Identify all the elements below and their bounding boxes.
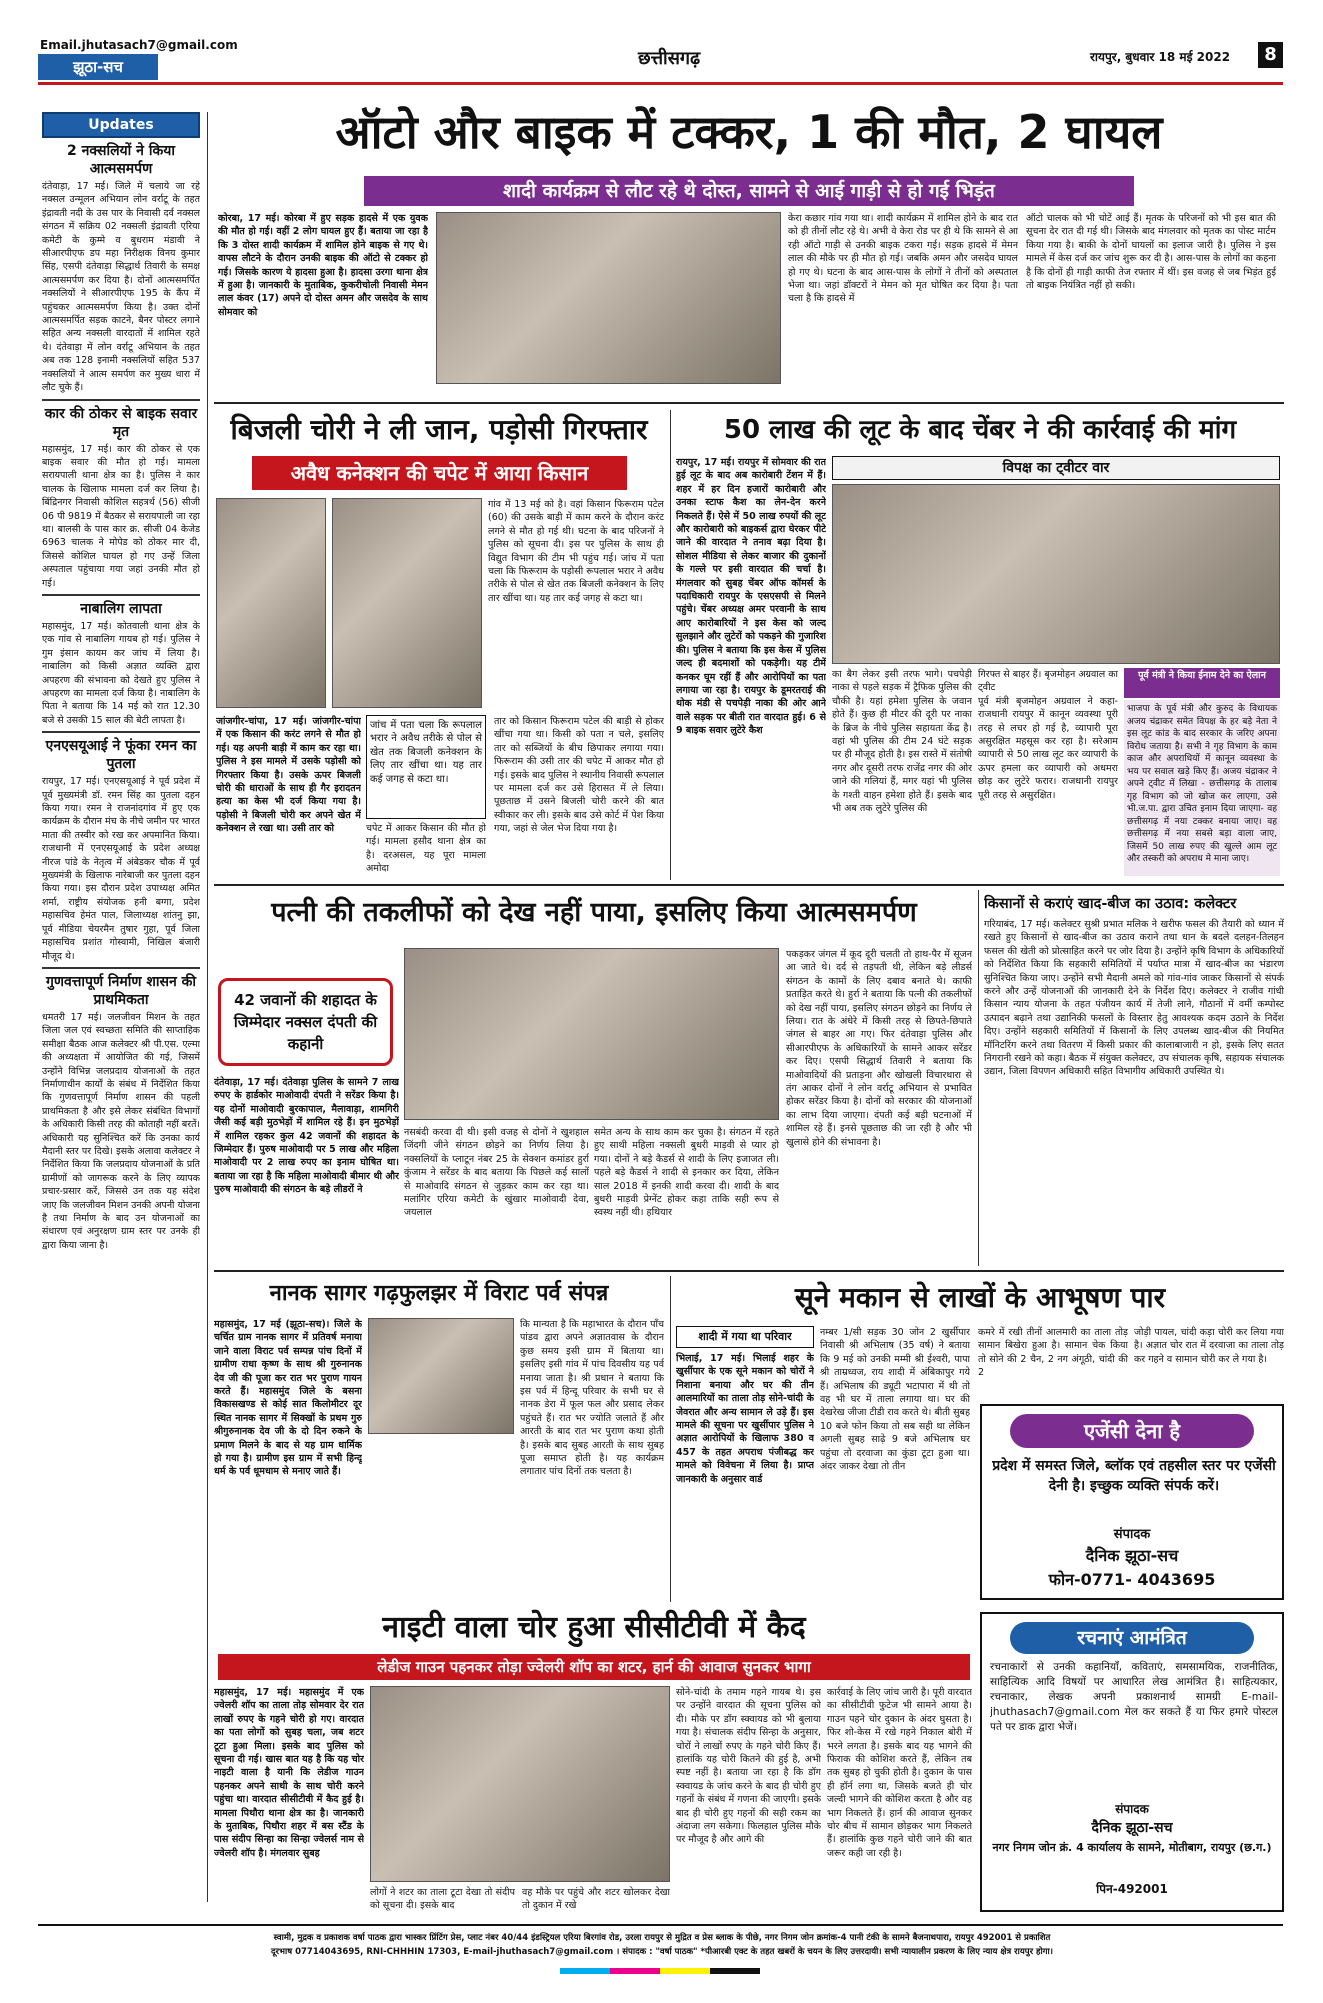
sidebar-divider	[42, 594, 200, 596]
surrender-photo	[404, 948, 779, 1120]
sune-col-1	[676, 1352, 814, 1598]
kisan-story	[984, 890, 1284, 1266]
temple-photo	[368, 1318, 514, 1434]
column-rule	[670, 410, 671, 880]
caption-tag-text: पूर्व मंत्री ने किया ईनाम देने का ऐलान	[1138, 670, 1266, 681]
lead-subhead: शादी कार्यक्रम से लौट रहे थे दोस्त, सामने से आई गाड़ी से हो गई भिड़ंत	[503, 180, 995, 202]
nighty-headline: नाइटी वाला चोर हुआ सीसीटीवी में कैद	[382, 1610, 806, 1645]
rachna-label: संपादक	[1115, 1802, 1149, 1816]
updates-sidebar	[42, 112, 200, 1902]
sune-subhead-box	[676, 1326, 814, 1348]
sidebar-rule	[207, 112, 208, 1902]
agency-paper: दैनिक झूठा-सच	[1085, 1546, 1179, 1565]
sidebar-item-body: महासमुंद, 17 मई। कोतवाली थाना क्षेत्र के एक गांव से नाबालिग गायब हो गई। पुलिस ने गुम इंसान कायम कर जांच में लिया है। नाबालिग को किसी अज्ञात व्यक्ति द्वारा अपहरण की संभावना को देखते हुए पुलिस ने अपहरण का मामला दर्ज किया है। नाबालिग के पिता ने बताया कि 14 मई को रात 12.30 बजे से उसकी 15 साल की बेटी लापता है।	[42, 620, 200, 726]
dateline: रायपुर, बुधवार 18 मई 2022	[1090, 50, 1231, 64]
nighty-subhead-band	[218, 1654, 970, 1680]
sidebar-divider	[42, 967, 200, 969]
loot-subhead-box	[832, 456, 1280, 480]
nanak-story	[214, 1276, 664, 1602]
sidebar-item-body: महासमुंद, 17 मई। कार की ठोकर से एक बाइक सवार की मौत हो गई। मामला सरायपाली थाना क्षेत्र का है। पुलिस ने कार चालक के खिलाफ मामला दर्ज कर लिया है। बिंद्रिनगर निवासी कोशिल सहत्रर्थ (56) सीजी 06 पी 9819 में बैठकर से सरायपाली जा रहा था। बालसी के पास कार क्र. सीजी 04 केजेड 6963 चालक ने मोपेड को ठोकर मार दी, जिससे कोशिल घायल हो गए उन्हें जिला अस्पताल पहुंचाया गया जहां उनकी मौत हो गई।	[42, 443, 200, 589]
patni-col-3: समेत अन्य के साथ काम कर चुका है। संगठन में रहते हुए साथी महिला नक्सली बुधरी माड़वी से प्यार हो गया। दोनों ने बड़े कैडर्स से शादी के लिए इजाजत ली। पहले बड़े कैडर्स ने शादी से इनकार कर दिया, लेकिन साल 2018 में इनकी शादी करवा दी। शादी के बाद बुधरी माड़वी प्रेग्नेंट होकर कहा ताकि सही रूप से स्वस्थ नहीं थी। हथियार	[594, 1127, 779, 1219]
bijli-headline: बिजली चोरी ने ली जान, पड़ोसी गिरफ्तार	[230, 413, 648, 446]
nighty-lead: महासमुंद, 17 मई। महासमुंद में एक ज्वेलरी शॉप का ताला तोड़ सोमवार देर रात लाखों रुपए के गहने चोरी हो गए। वारदात का पता लोगों को सुबह चला, जब शटर टूटा हुआ मिला। इसके बाद पुलिस को सूचना दी गई। खास बात यह है कि यह चोर नाइटी वाला है यानी कि लेडीज गाउन पहनकर अपने साथी के साथ चोरी करने पहुंचा था। वारदात सीसीटीवी में कैद हुई है। मामला पिथौरा थाना क्षेत्र का है। जानकारी के मुताबिक, पिथौरा शहर में बस स्टैंड के पास संदीप सिन्हा का सिन्हा ज्वेलर्स नाम से ज्वेलरी शॉप है। मंगलवार सुबह	[214, 1687, 364, 1859]
nanak-lead: महासमुंद, 17 मई (झूठा-सच)। जिले के चर्चित ग्राम नानक सागर में प्रतिवर्ष मनाया जाने वाला विराट पर्व सम्पन्न पांच दिनों में ग्रामीण राधा कृष्ण के साथ श्री गुरुनानक देव जी की पूजा कर रात भर पुराण गायन करते हैं। महासमुंद जिले के बसना विकासखण्ड से कोई सात किलोमीटर दूर स्थित नानक सागर में सिक्खों के प्रथम गुरु श्रीगुरुनानक देव जी के दो दिन रुकने के प्रमाण मिलने के बाद से यह ग्राम धार्मिक हो गया है। ग्रामीण इस ग्राम में सभी हिन्दू धर्म के पर्व धूमधाम से मनाए जाते हैं।	[214, 1319, 362, 1478]
header-rule	[38, 82, 1283, 85]
sidebar-item-title: नाबालिग लापता	[80, 600, 162, 617]
bijli-subhead: अवैध कनेक्शन की चपेट में आया किसान	[290, 461, 589, 485]
lead-col-2: केरा कछार गांव गया था। शादी कार्यक्रम में शामिल होने के बाद रात को ही तीनों लौट रहे थे। अभी वे केरा रोड पर ही थे कि सामने से आ रही ऑटो गाड़ी से उनकी बाइक टकरा गई। सड़क हादसे में मेमन लाल की मौके पर ही मौत हो गई। जबकि अमन और जसदेव घायल हो गए थे। घटना के बाद आस-पास के लोगों ने तीनों को अस्पताल भेजा था। जहां डॉक्टरों ने मेमन को मृत घोषित कर दिया है। पता चला है कि हादसे में	[788, 213, 1018, 305]
rachna-address: नगर निगम जोन क्रं. 4 कार्यालय के सामने, मोतीबाग, रायपुर (छ.ग.)	[992, 1841, 1272, 1854]
rachna-ad	[980, 1612, 1284, 1912]
sidebar-item-body: धमतरी 17 मई। जलजीवन मिशन के तहत जिला जल एवं स्वच्छता समिति की साप्ताहिक समीक्षा बैठक आज कलेक्टर श्री पी.एस. एल्मा की अध्यक्षता में आयोजित की गई, जिसमें उन्होंने विभिन्न जलप्रदाय योजनाओं के तहत निर्माणाधीन कार्यों के संबंध में निर्देशित किया कि गुणवत्तापूर्ण निर्माण शासन की पहली प्राथमिकता है और इसे लेकर संबंधित विभागों के अधिकारी किसी तरह की कोताही नहीं बरतें। अधिकारी यह सुनिश्चित करें कि उनका कार्य मैदानी स्तर पर दिखे। इसके अलावा कलेक्टर ने निर्देशित किया कि जलप्रदाय योजनाओं के प्रति ग्रामीणों को जागरूक करने के लिए व्यापक प्रचार-प्रसार करें, जिससे उन तक यह संदेश जाए कि जलजीवन मिशन उनकी अपनी योजना है तथा निर्माण के बाद उन योजनाओं का संधारण एवं अनुरक्षण ग्राम स्तर पर उनके ही द्वारा किया जाना है।	[42, 1011, 200, 1251]
bijli-body-bottom-left	[216, 715, 361, 875]
agency-phone: फोन-0771- 4043695	[1048, 1570, 1216, 1589]
nighty-col-2: लोगों ने शटर का ताला टूटा देखा तो संदीप को सूचना दी। इसके बाद	[370, 1887, 515, 1912]
sune-lead: भिलाई, 17 मई। भिलाई शहर के खुर्सीपार के एक सूने मकान को चोरों ने निशाना बनाया और घर की तीन आलमारियों का ताला तोड़ सोने-चांदी के जेवरात और अन्य सामान ले उड़े हैं। इस मामले की सूचना पर खुर्सीपार पुलिस ने अज्ञात आरोपियों के खिलाफ 380 व 457 के तहत अपराध पंजीबद्ध कर मामले को विवेचना में लिया है। प्राप्त जानकारी के अनुसार वार्ड	[676, 1353, 814, 1485]
column-rule	[978, 890, 979, 1266]
page-number: 8	[1258, 42, 1283, 68]
patni-subhead-box	[218, 978, 393, 1066]
loot-lead: रायपुर, 17 मई। रायपुर में सोमवार की रात हुई लूट के बाद अब कारोबारी टेंशन में हैं। शहर में हर दिन हजारों कारोबारी और उनका स्टाफ कैश का लेन-देन करने निकलते हैं। ऐसे में 50 लाख रुपयों की लूट और कारोबारी को बाइकर्स द्वारा घेरकर पीटे जाने की वारदात ने तनाव बढ़ा दिया है। सोशल मीडिया से लेकर बाजार की दुकानों के गल्ले पर इसी वारदात की चर्चा है। मंगलवार को सुबह चेंबर ऑफ कॉमर्स के पदाधिकारी रायपुर के एसएसपी से मिलने पहुंचे। चेंबर अध्यक्ष अमर परवानी के साथ आए कारोबारियों ने इस केस को जल्द सुलझाने और लुटेरों को पकड़ने की गुजारिश की। पुलिस ने बताया कि इस केस में पुलिस जल्द ही बदमाशों को पकड़ेगी। यह टीमें कनकर घूम रहीं हैं और आरोपियों का पता लगाया जा रहा है। रायपुर के डूमरतराई की थोक मंडी से पचपेड़ी नाका की ओर आने वाले सड़क पर बीती रात वारदात हुई। 6 से 9 बाइक सवार लुटेरे कैश	[676, 457, 826, 737]
sidebar-item-body: दंतेवाड़ा, 17 मई। जिले में चलाये जा रहे नक्सल उन्मूलन अभियान लोन वर्राटू के तहत इंद्रावती नदी के उस पार के निवासी दर्व नक्सल संगठन में सक्रिय 02 नक्सली इंद्रावती एरिया कमेटी के कुम्मे व बुधराम मंडावी ने सीआरपीएफ डप महा निरीक्षक विनय कुमार सिंह, एसपी दंतेवाड़ा सिद्धार्थ तिवारी के समक्ष आत्मसमर्पण कर दिया है। दोनों आत्मसमर्पित नक्सलियों ने सीआरपीएफ 195 के कैंप में पहुंचकर आत्मसमर्पण किया है। उक्त दोनों आत्मसमर्पित सड़क काटने, बैनर पोस्टर लगाने सहित अन्य नक्सली वारदातों में शामिल रहते थे। दंतेवाड़ा में लोन वर्राटू अभियान के तहत अब तक 128 इनामी नक्सलियों सहित 537 नक्सलियों ने आत्म समर्पण कर मुख्य धारा में लौट चुके हैं।	[42, 181, 200, 394]
masthead	[38, 38, 1283, 90]
chamber-group-photo	[832, 484, 1280, 664]
lead-text: कोरबा, 17 मई। कोरबा में हुए सड़क हादसे में एक युवक की मौत हो गई। वहीं 2 लोग घायल हुए हैं। बताया जा रहा है कि 3 दोस्त शादी कार्यक्रम में शामिल होने बाइक से गए थे। वापस लौटने के दौरान उनकी बाइक की ऑटो से टक्कर हो गई। जिसके कारण ये हादसा हुआ है। हादसा उरगा थाना क्षेत्र में हुआ है। जानकारी के मुताबिक, कुकरीचोली निवासी मेमन लाल कंवर (17) अपने दो दोस्त अमन और जसदेव के साथ सोमवार को	[218, 213, 428, 318]
accused-farmer-photo	[332, 498, 482, 708]
imprint-line-1: स्वामी, मुद्रक व प्रकाशक वर्षा पाठक द्वारा भास्कर प्रिंटिंग प्रेस, प्लाट नंबर 40/44 इंडस्ट्रियल एरिया बिरगांव रोड, उरला रायपुर से मुद्रित व प्रेस ब्लाक के पीछे, नगर निगम जोन क्रमांक-4 पानी टंकी के सामने बैजनाथपारा, रायपुर 492001 से प्रकाशित	[273, 1933, 1051, 1943]
nighty-col-3: सोने-चांदी के तमाम गहने गायब थे। इस पर उन्होंने वारदात की सूचना पुलिस को दी। मौके पर डॉग स्क्वायड को भी बुलाया गया है। संचालक संदीप सिन्हा के अनुसार, चोरों ने लाखों रुपए के गहने चोरी किए हैं। हालांकि यह चोरी कितने की हुई है, अभी स्पष्ट नहीं है। बताया जा रहा है कि डॉग स्क्वायड के जांच करने के बाद ही चोरी हुए गहनों के संबंध में गणना की जाएगी। इसके बाद ही चोरी हुए गहनों की सही रकम का अंदाजा लग सकेगा। फिलहाल पुलिस मौके पर मौजूद है और आगे की	[676, 1687, 821, 1846]
rachna-paper: दैनिक झूठा-सच	[1091, 1820, 1173, 1836]
patni-lead: दंतेवाड़ा, 17 मई। दंतेवाड़ा पुलिस के सामने 7 लाख रुपए के हार्डकोर माओवादी दंपती ने सरेंडर किया है। यह दोनों माओवादी बुरकापाल, मैलावाड़ा, शामगिरी जैसी कई बड़ी मुठभेड़ों में शामिल रहे हैं। इन मुठभेड़ों में शामिल रहकर कुल 42 जवानों की शहादत के जिम्मेदार हैं। पुरुष माओवादी पर 5 लाख और महिला माओवादी पर 2 लाख रुपए का इनाम घोषित था। बताया जा रहा है कि महिला माओवादी बीमार थी और पुरुष माओवादी की संगठन के बड़े लीडरों ने	[214, 1077, 399, 1196]
section-divider	[214, 884, 1284, 886]
loot-col-2: का बैग लेकर इसी तरफ भागे। पचपेड़ी नाका से पहले सड़क में ट्रैफिक पुलिस की चौकी है। यहां हमेशा पुलिस के जवान होते हैं। कुछ ही मीटर की दूरी पर नाका के ब्रिज के नीचे पुलिस सहायता केंद्र है। वहां भी पुलिस की टीम 24 घंटे सड़क पर ही मौजूद होती है। इस रास्ते में संतोषी नगर और दूसरी तरफ राजेंद्र नगर की ओर जाने की गलियां हैं, मगर यहां भी पुलिस के गश्ती वाहन हमेशा होते हैं। इसके बाद भी अब तक लुटेरे पुलिस की	[832, 669, 972, 815]
email-line: Email.jhutasach7@gmail.com	[40, 38, 238, 52]
loot-subhead: विपक्ष का ट्वीटर वार	[1002, 460, 1110, 476]
agency-body: प्रदेश में समस्त जिले, ब्लॉक एवं तहसील स्तर पर एजेंसी देनी है। इच्छुक व्यक्ति संपर्क करें।	[992, 1458, 1276, 1494]
agency-title-pill	[1010, 1414, 1254, 1448]
imprint-line-2: दूरभाष 07714043695, RNI-CHHHIN 17303, E-mail-jhuthasach7@gmail.com । संपादक : "वर्षा पाठक" *पीआरबी एक्ट के तहत खबरों के चयन के लिए उत्तरदायी। सभी न्यायालीन प्रकरण के लिए न्याय क्षेत्र रायपुर होगा।	[271, 1947, 1053, 1957]
nanak-col-2: कि मान्यता है कि महाभारत के दौरान पाँच पांडव द्वारा अपने अज्ञातवास के दौरान कुछ समय इसी ग्राम में बिताया था। इसलिए इसी गांव में पांच दिवसीय यह पर्व मनाया जाता है। श्री प्रधान ने बताया कि इस पर्व में हिन्दू परिवार के सभी घर से नानक डेरा में फूल फल और प्रसाद लेकर पहुंचते हैं। रात भर ज्योति जलाते हैं और आरती के बाद रात भर पुराण कथा होती है। इसके बाद सुबह आरती के साथ सुबह पूजा समाप्त होती है। यह कार्यक्रम लगातार पांच दिनों तक चलता है।	[520, 1319, 664, 1478]
agency-label: संपादक	[1113, 1527, 1151, 1542]
rachna-title: रचनाएं आमंत्रित	[1077, 1627, 1187, 1649]
brand-name: झूठा-सच	[73, 58, 123, 76]
sidebar-divider	[42, 731, 200, 733]
lead-subhead-band	[364, 176, 1134, 206]
sune-subhead: शादी में गया था परिवार	[698, 1330, 792, 1343]
patni-col-4: पकड़कर जंगल में कूद दूरी चलती तो हाथ-पैर में सूजन आ जाते थे। दर्द से तड़पती थी, लेकिन बड़े लीडर्स संगठन के कामों के लिए दबाव बनाते थे। काफी प्रताड़ित करते थे। हुर्रा ने बताया कि पत्नी की तकलीफों को देख नहीं पाया, इसलिए संगठन छोड़ने का निर्णय ले लिया। रात के अंधेरे में किसी तरह से छिपते-छिपाते जंगल से बाहर आ गए। फिर दंतेवाड़ा पुलिस और सीआरपीएफ के अधिकारियों के सामने आकर सरेंडर कर दिए। एसपी सिद्धार्थ तिवारी ने बताया कि माओवादियों की प्रताड़ना और खोखली विचारधारा से तंग आकर दोनों ने लोन वर्राटू अभियान से प्रभावित होकर सरेंडर किया है। दोनों को सरकार की योजनाओं का लाभ दिया जाएगा। दंपती कई बड़ी घटनाओं में शामिल रहे हैं। इनसे पूछताछ की जा रही है और भी खुलासे होने की संभावना है।	[786, 949, 972, 1148]
sune-headline: सूने मकान से लाखों के आभूषण पार	[794, 1281, 1166, 1314]
police-officer-photo	[216, 498, 326, 708]
bijli-story	[214, 410, 664, 880]
lead-col-1	[218, 212, 428, 382]
sidebar-item-title: एनएसयूआई ने फूंका रमन का पुतला	[45, 738, 197, 773]
loot-col-1	[676, 456, 826, 876]
nighty-story	[214, 1606, 974, 1916]
bijli-body-right: गांव में 13 मई को है। वहां किसान फिरूराम पटेल (60) की उसके बाड़ी में काम करने के दौरान करंट लगने से मौत हो गई थी। घटना के बाद परिजनों ने पुलिस को सूचना दी। इस पर पुलिस के साथ ही विद्युत विभाग की टीम भी पहुंच गई। जांच में पता चला कि फिरूराम के पड़ोसी रूपलाल भरार ने अवैध तरीके से पोल से खेत तक बिजली कनेक्शन के लिए तार खींचा था। यह तार कई जगह से कटा था।	[488, 499, 664, 604]
section-divider	[214, 402, 1284, 404]
color-registration-bar	[560, 1968, 760, 1974]
loot-caption: भाजपा के पूर्व मंत्री और कुरुद के विधायक अजय चंद्राकर समेत विपक्ष के हर बड़े नेता ने इस लूट कांड के बाद सरकार के जरिए अपना विरोध जताया है। सभी ने गृह विभाग के काम काज और अपराधियों में कानून व्यवस्था के भय पर सवाल खड़े किए हैं। अजय चंद्राकर ने अपने ट्वीट में लिखा - छत्तीसगढ़ के तालाब गृह विभाग को जो खोज कर लाएगा, उसे भी.ज.पा. द्वारा उचित इनाम दिया जाएगा- वह छत्तीसगढ़ में नया टक्कर बनाया जाए। वह छत्तीसगढ़ में नया सबसे बड़ा वाला जाए, जिसमें 50 लाख रुपए की खुल्ले आम लूट और तस्करी को अपराध मे माना जाए।	[1124, 700, 1280, 876]
bijli-lead: जांजगीर-चांपा, 17 मई। जांजगीर-चांपा में एक किसान की करंट लगने से मौत हो गई। यह अपनी बाड़ी में काम कर रहा था। पुलिस ने इस मामले में उसके पड़ोसी को गिरफ्तार किया है। उसके ऊपर बिजली चोरी की धाराओं के साथ ही गैर इरादतन हत्या का केस भी दर्ज किया गया है। पड़ोसी ने बिजली चोरी कर अपने खेत में कनेक्शन ले रखा था। उसी तार को	[216, 716, 361, 835]
accident-photo	[436, 212, 781, 384]
cctv-photo	[370, 1686, 670, 1882]
column-rule	[670, 1276, 671, 1602]
updates-label: Updates	[88, 117, 154, 133]
patni-headline: पत्नी की तकलीफों को देख नहीं पाया, इसलिए किया आत्मसमर्पण	[271, 897, 917, 928]
loot-headline: 50 लाख की लूट के बाद चेंबर ने की कार्रवाई की मांग	[723, 415, 1237, 445]
nighty-col-4: कार्रवाई के लिए जांच जारी है। पूरी वारदात का सीसीटीवी फुटेज भी सामने आया है। गाउन पहने चोर दुकान के अंदर घुसता है। फिर शो-केस में रखे गहने निकाल बोरी में भरने लगता है। इसके बाद यह भागने की फिराक की कोशिश करते हैं, लेकिन तब तक सुबह हो चुकी होती है। दुकान के पास ही हॉर्न लगा था, जिसके बजते ही चोर जल्दी भागने की कोशिश करता है और वह भाग निकलते हैं। हार्न की आवाज सुनकर चोर बीच में सामान छोड़कर भाग निकलते हैं। हालांकि कुछ गहने चोरी जाने की बात जरूर कही जा रही है।	[827, 1687, 972, 1859]
updates-badge	[42, 112, 200, 138]
sidebar-item-title: 2 नक्सलियों ने किया आत्मसमर्पण	[67, 143, 175, 177]
rachna-pin: पिन-492001	[1096, 1882, 1168, 1896]
lead-story	[214, 100, 1284, 400]
patni-col-1	[214, 1076, 399, 1264]
footer-rule	[38, 1924, 1283, 1926]
patni-subhead: 42 जवानों की शहादत के जिम्मेदार नक्सल दंपती की कहानी	[233, 991, 378, 1053]
lead-col-3: ऑटो चालक को भी चोटें आई हैं। मृतक के परिजनों को भी इस बात की सूचना देर रात दी गई थी। जिसके बाद मंगलवार को मृतक का पोस्ट मार्टम किया गया है। बाकी के दोनों घायलों का इलाज जारी है। पुलिस ने इस मामले में केस दर्ज कर जांच शुरू कर दी है। आस-पास के लोगों का कहना है कि दोनों ही गाड़ी काफी तेज रफ्तार में थीं। इस वजह से जब भिड़ंत हुई तो बाइक नियंत्रित नहीं हो सकी।	[1026, 213, 1276, 292]
brand-tab	[38, 54, 158, 80]
region-name: छत्तीसगढ़	[638, 48, 701, 69]
nanak-col-1	[214, 1318, 362, 1600]
agency-title: एजेंसी देना है	[1083, 1419, 1181, 1443]
sidebar-item-title: गुणवत्तापूर्ण निर्माण शासन की प्राथमिकता	[45, 973, 197, 1008]
nanak-headline: नानक सागर गढ़फुलझर में विराट पर्व संपन्न	[269, 1281, 609, 1306]
agency-ad	[980, 1404, 1284, 1600]
patni-story	[214, 890, 974, 1266]
sidebar-item-body: रायपुर, 17 मई। एनएसयूआई ने पूर्व प्रदेश में पूर्व मुख्यमंत्री डॉ. रमन सिंह का पुतला दहन किया गया। रमन ने राजनांदगांव में हुए एक कार्यक्रम के दौरान मंच के नीचे जमीन पर भारत माता की तस्वीर को रख कर अपमानित किया। राजधानी में एनएसयूआई के प्रदेश अध्यक्ष नीरज पांडे के नेतृत्व में अंबेडकर चौक में पूर्व मुख्यमंत्री के खिलाफ नारेबाजी कर पुतला दहन किया गया। इस दौरान प्रदेश उपाध्यक्ष अमित शर्मा, राष्ट्रीय संयोजक हनी बग्गा, प्रदेश महासचिव हेमंत पाल, जिलाध्यक्ष शांतनु झा, पूर्व मीडिया चेयरमैन तुषार गुहा, पूर्व जिला महासचिव प्रशांत गोस्वामी, निखिल बंजारी मौजूद थे।	[42, 776, 200, 962]
sune-col-4: जोड़ी पायल, चांदी कड़ा चोरी कर लिया गया है। अज्ञात चोर रात में दरवाजा का ताला तोड़ कर गहने व सामान चोरी कर ले गया है।	[1134, 1327, 1284, 1365]
bijli-subhead-band	[252, 456, 627, 490]
sune-col-2: नम्बर 1/सी सड़क 30 जोन 2 खुर्सीपार निवासी श्री अभिलाष (35 वर्ष) ने बताया कि 9 मई को उनकी मम्मी श्री ईश्वरी, पापा श्री ताम्रध्वज, राय शादी में अंबिकापुर गये हैं। अभिलाष की ड्यूटी भटापारा में थी तो वह भी घर में ताला लगाया था। घर की देखरेख जीजा टीडी राव करते थे। बीती सुबह 10 बजे फोन किया तो सब सही था लेकिन अगली सुबह साढ़े 9 बजे अभिलाष घर पहुंचा तो दरवाजा का कुंडा टूटा हुआ था। अंदर जाकर देखा तो तीन	[820, 1327, 970, 1473]
kisan-body: गरियाबंद, 17 मई। कलेक्टर सुश्री प्रभात मलिक ने खरीफ फसल की तैयारी को ध्यान में रखते हुए किसानों से खाद-बीज का उठाव कराने तथा धान के बदले दलहन-तिलहन फसल की खेती को प्रोत्साहित करने पर जोर दिया है। उन्होंने कृषि विभाग के अधिकारियों को निर्देशित किया कि सहकारी समितियों में पर्याप्त मात्रा में खाद-बीज का भंडारण सुनिश्चित किया जाए। उन्होंने सभी मैदानी अमले को गांव-गांव जाकर किसानों से संपर्क करने और उन्हें योजनाओं की जानकारी देने के निर्देश दिए। कलेक्टर ने राजीव गांधी किसान न्याय योजना के तहत पंजीयन कार्य में तेजी लाने, गौठानों में वर्मी कम्पोस्ट उत्पादन बढ़ाने तथा उद्यानिकी फसलों के विस्तार हेतु आवश्यक कदम उठाने के निर्देश दिए। उन्होंने सहकारी समितियों में किसानों के लिए उपलब्ध खाद-बीज की नियमित मॉनिटरिंग करने तथा वितरण में किसी प्रकार की कालाबाजारी न हो, इसके लिए सतत निगरानी रखने को कहा। बैठक में संयुक्त कलेक्टर, उप संचालक कृषि, सहायक संचालक उद्यान, जिला विपणन अधिकारी सहित विभागीय अधिकारी उपस्थित थे।	[984, 919, 1284, 1078]
caption-tag	[1124, 668, 1280, 698]
nighty-subhead: लेडीज गाउन पहनकर तोड़ा ज्वेलरी शॉप का शटर, हार्न की आवाज सुनकर भागा	[377, 1658, 811, 1676]
bijli-body-col3: तार को किसान फिरूराम पटेल की बाड़ी से होकर खींचा गया था। किसी को पता न चले, इसलिए तार को सब्जियों के बीच छिपाकर लगाया गया। फिरूराम की उसी तार की चपेट में आकर मौत हो गई। इसके बाद पुलिस ने स्थानीय निवासी रूपलाल पर मामला दर्ज कर उसे हिरासत में ले लिया। पूछताछ में उसने बिजली चोरी करने की बात स्वीकार कर ली। इसके बाद उसे कोर्ट में पेश किया गया, जहां से जेल भेज दिया गया है।	[494, 716, 664, 835]
bijli-body-bottom-right: चपेट में आकर किसान की मौत हो गई। मामला हसौद थाना क्षेत्र का है। दरअसल, यह पूरा मामला अमोदा	[366, 823, 486, 874]
lead-headline: ऑटो और बाइक में टक्कर, 1 की मौत, 2 घायल	[335, 105, 1163, 159]
rachna-title-pill	[1010, 1622, 1254, 1654]
patni-col-2: नसबंदी करवा दी थी। इसी वजह से दोनों ने खुशहाल जिंदगी जीने संगठन छोड़ने का निर्णय लिया है। नक्सलियों के प्लाटून नंबर 25 के सेक्शन कमांडर हुर्रा कुंजाम ने सरेंडर के बाद बताया कि पिछले कई सालों से माओवादि संगठन से जुड़कर काम कर रहा था। मलांगिर एरिया कमेटी के खुंखार माओवादी देवा, जयलाल	[404, 1127, 589, 1219]
sidebar-item-title: कार की ठोकर से बाइक सवार मृत	[44, 405, 198, 440]
sidebar-divider	[42, 399, 200, 401]
nighty-col-1	[214, 1686, 364, 1914]
loot-story	[676, 410, 1284, 880]
rachna-body: रचनाकारों से उनकी कहानियाँ, कविताएं, समसामयिक, राजनीतिक, साहित्यिक आदि विषयों पर आधारित लेख आमंत्रित है। साहित्यकार, रचनाकार, लेखक अपनी प्रकाशनार्थ सामग्री E-mail-jhuthasach7@gmail.com मेल कर सकते हैं या फिर हमारे पोस्टल पते पर डाक द्वारा भेजें।	[990, 1661, 1278, 1733]
nighty-col-2b: वह मौके पर पहुंचे और शटर खोलकर देखा तो दुकान में रखे	[522, 1887, 670, 1912]
kisan-headline: किसानों से कराएं खाद-बीज का उठाव: कलेक्टर	[984, 896, 1237, 912]
section-divider	[214, 1270, 1284, 1272]
loot-col-3: गिरफ्त से बाहर हैं। बृजमोहन अग्रवाल का ट्वीट पूर्व मंत्री बृजमोहन अग्रवाल ने कहा- राजधानी रायपुर में कानून व्यवस्था पूरी तरह से लचर हो गई है, व्यापारी पूरा असुरक्षित महसूस कर रहा है। सरेआम व्यापारी से 50 लाख लूट कर व्यापारी के ऊपर हमला कर व्यापारी को अधमरा छोड़ कर लुटेरे फरार। राजधानी रायपुर पूरी तरह से असुरक्षित।	[978, 669, 1118, 801]
sune-col-3: कमरे में रखी तीनों आलमारी का ताला तोड़ सामान बिखेरा हुआ है। सामान चेक किया तो सोने की 2 चैन, 2 नग अंगूठी, चांदी की 2	[978, 1327, 1128, 1379]
bijli-pullquote: जांच में पता चला कि रूपलाल भरार ने अवैध तरीके से पोल से खेत तक बिजली कनेक्शन के लिए तार खींचा था। यह तार कई जगह से कटा था।	[366, 715, 486, 819]
